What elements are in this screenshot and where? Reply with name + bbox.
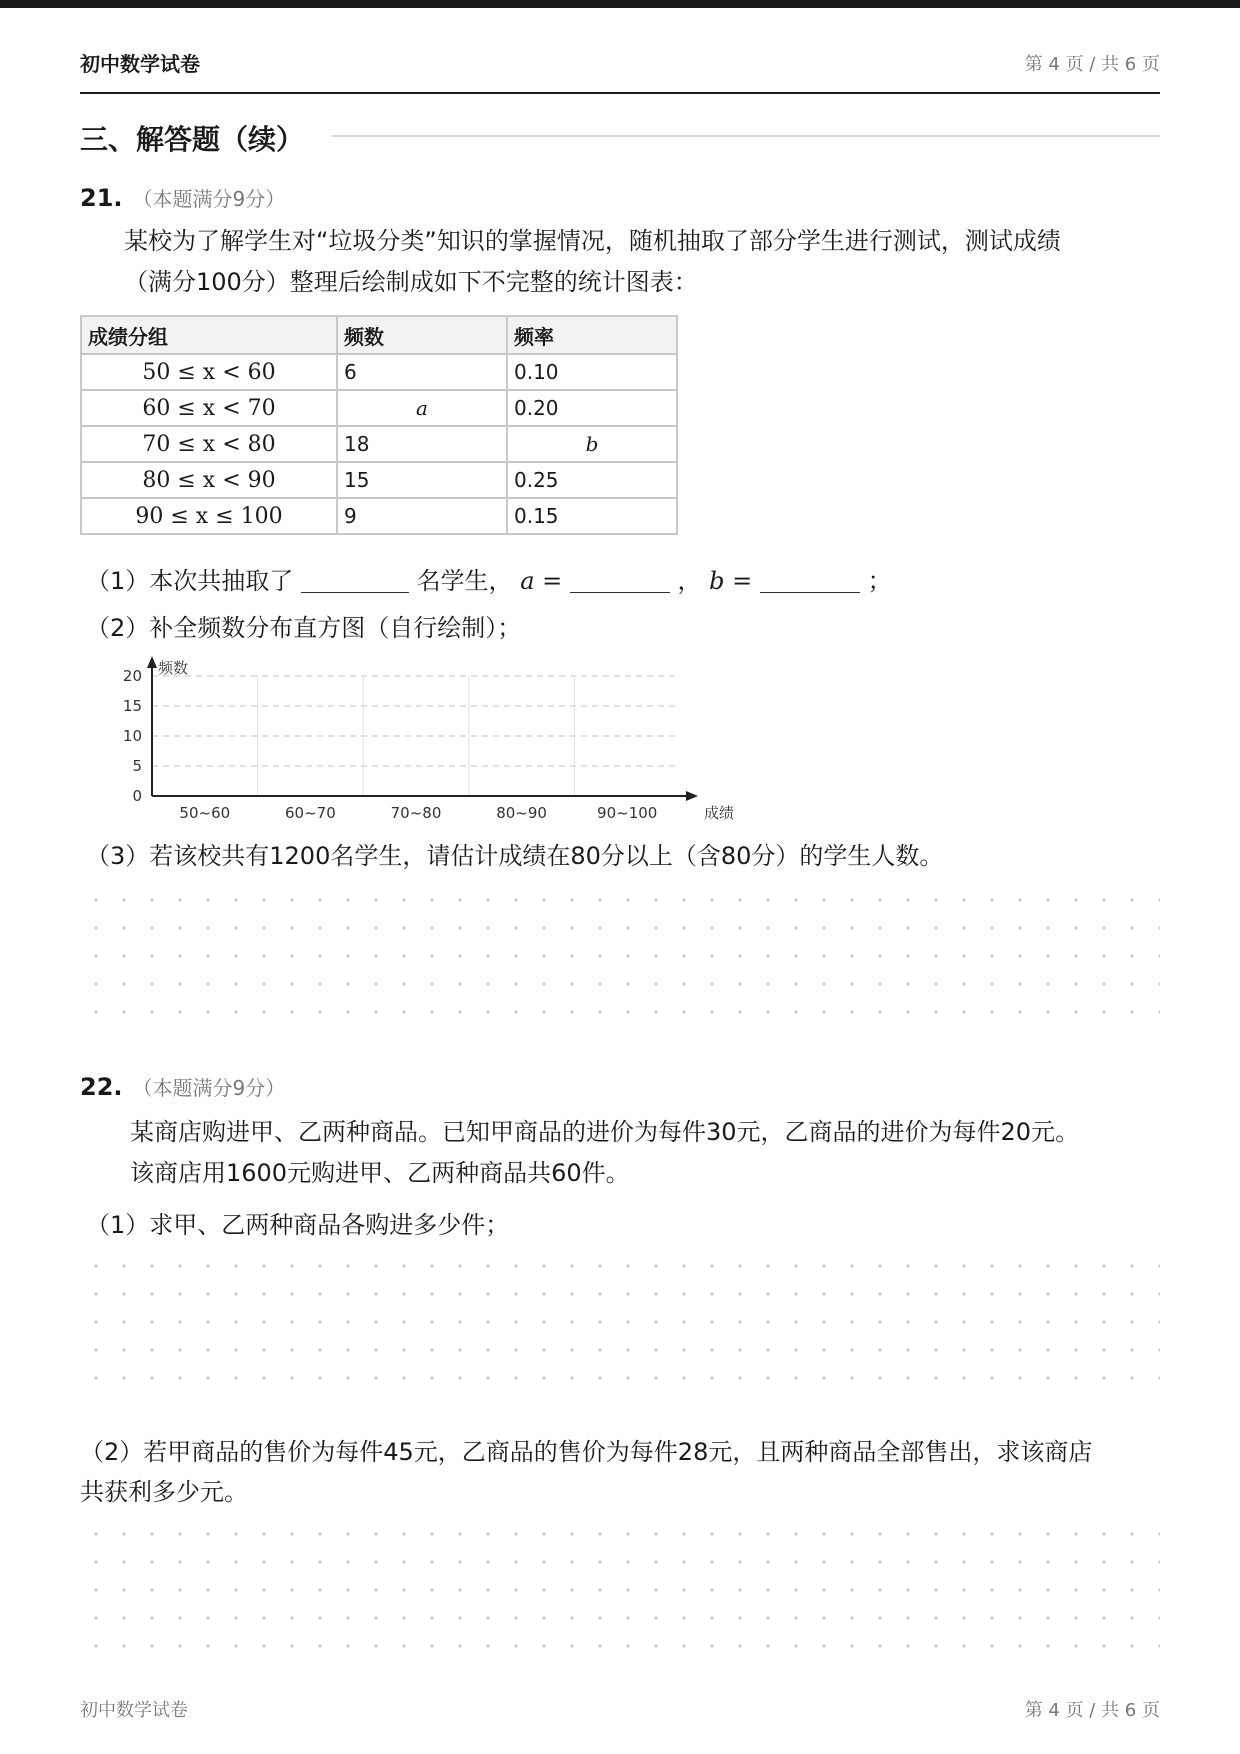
q22-header [80,1072,285,1101]
y-axis-arrow [147,656,157,668]
q21-sub1 [86,561,892,601]
rate-cell-unknown: b [507,426,677,462]
histogram-grid [152,676,680,796]
table-header-cell: 成绩分组 [81,316,337,354]
q22-score: （本题满分9分） [132,1076,286,1100]
q21-sub1-end: ； [867,567,892,595]
x-tick-label: 80~90 [496,804,547,822]
q22-stem-line1: 某商店购进甲、乙两种商品。已知甲商品的进价为每件30元，乙商品的进价为每件20元。 [130,1118,1080,1146]
q21-sub2: （2）补全频数分布直方图（自行绘制）； [86,614,522,642]
y-tick-label: 20 [122,667,142,685]
q22-sub1: （1）求甲、乙两种商品各购进多少件； [86,1211,510,1239]
x-tick-label: 60~70 [285,804,336,822]
x-tick-label: 50~60 [179,804,231,822]
x-tick-label: 70~80 [390,804,442,822]
frequency-histogram [110,652,750,828]
page-footer [80,1696,1160,1722]
page-header [80,48,1160,94]
header-pager: 第 4 页 / 共 6 页 [1024,54,1160,75]
range-cell: 70 ≤ x < 80 [81,426,337,462]
q21-stem-line1: 某校为了解学生对“垃圾分类”知识的掌握情况，随机抽取了部分学生进行测试，测试成绩 [124,227,1061,255]
freq-cell-unknown: a [337,390,507,426]
footer-pager: 第 4 页 / 共 6 页 [1024,1700,1160,1721]
freq-cell: 18 [337,426,507,462]
table-row [81,462,677,498]
table-header-cell: 频数 [337,316,507,354]
rate-cell: 0.10 [507,354,677,390]
x-axis-arrow [686,791,698,801]
score-table [80,315,678,535]
q22-number: 22. [80,1073,123,1101]
q21-sub1-a-label: a = [520,567,563,595]
table-header-cell: 频率 [507,316,677,354]
table-row [81,390,677,426]
freq-cell: 15 [337,462,507,498]
histogram-x-label: 成绩 [704,804,735,822]
histogram-x-ticks [179,804,657,822]
y-tick-label: 0 [132,787,142,805]
answer-area-q22-2[interactable] [80,1518,1160,1668]
q21-stem-line2: （满分100分）整理后绘制成如下不完整的统计图表： [124,268,698,296]
y-tick-label: 5 [132,757,142,775]
range-cell: 60 ≤ x < 70 [81,390,337,426]
answer-blank-a[interactable] [570,570,670,593]
y-tick-label: 15 [122,697,142,715]
table-header-row [81,316,677,354]
range-cell: 50 ≤ x < 60 [81,354,337,390]
x-tick-label: 90~100 [597,804,658,822]
histogram-y-label: 频数 [158,659,189,677]
footer-title: 初中数学试卷 [80,1700,188,1721]
table-row [81,498,677,534]
freq-cell: 9 [337,498,507,534]
rate-cell: 0.25 [507,462,677,498]
answer-blank-count[interactable] [301,570,409,593]
histogram-axes [147,656,698,801]
q21-sub1-mid: 名学生， [416,567,513,595]
q22-sub2-line2: 共获利多少元。 [80,1478,248,1506]
top-bar [0,0,1240,8]
histogram-y-ticks [123,667,142,805]
q21-sub3: （3）若该校共有1200名学生，请估计成绩在80分以上（含80分）的学生人数。 [86,842,944,870]
q21-sub1-comma: ， [677,567,702,595]
range-cell: 90 ≤ x ≤ 100 [81,498,337,534]
answer-area-q22-1[interactable] [80,1250,1160,1400]
q21-sub1-b-label: b = [709,567,753,595]
y-tick-label: 10 [122,727,142,745]
answer-blank-b[interactable] [760,570,860,593]
answer-area-q21[interactable] [80,884,1160,1028]
rate-cell: 0.15 [507,498,677,534]
table-row [81,426,677,462]
q21-header [80,183,285,212]
range-cell: 80 ≤ x < 90 [81,462,337,498]
header-title: 初中数学试卷 [80,52,200,76]
q21-sub1-prefix: （1）本次共抽取了 [86,567,294,595]
freq-cell: 6 [337,354,507,390]
q22-sub2-line1: （2）若甲商品的售价为每件45元，乙商品的售价为每件28元，且两种商品全部售出，求该商店 [80,1438,1093,1466]
rate-cell: 0.20 [507,390,677,426]
q22-stem-line2: 该商店用1600元购进甲、乙两种商品共60件。 [130,1159,630,1187]
q21-number: 21. [80,184,123,212]
q21-score: （本题满分9分） [132,187,286,211]
section-title: 三、解答题（续） [80,118,332,158]
section-heading [80,118,1160,158]
table-row [81,354,677,390]
